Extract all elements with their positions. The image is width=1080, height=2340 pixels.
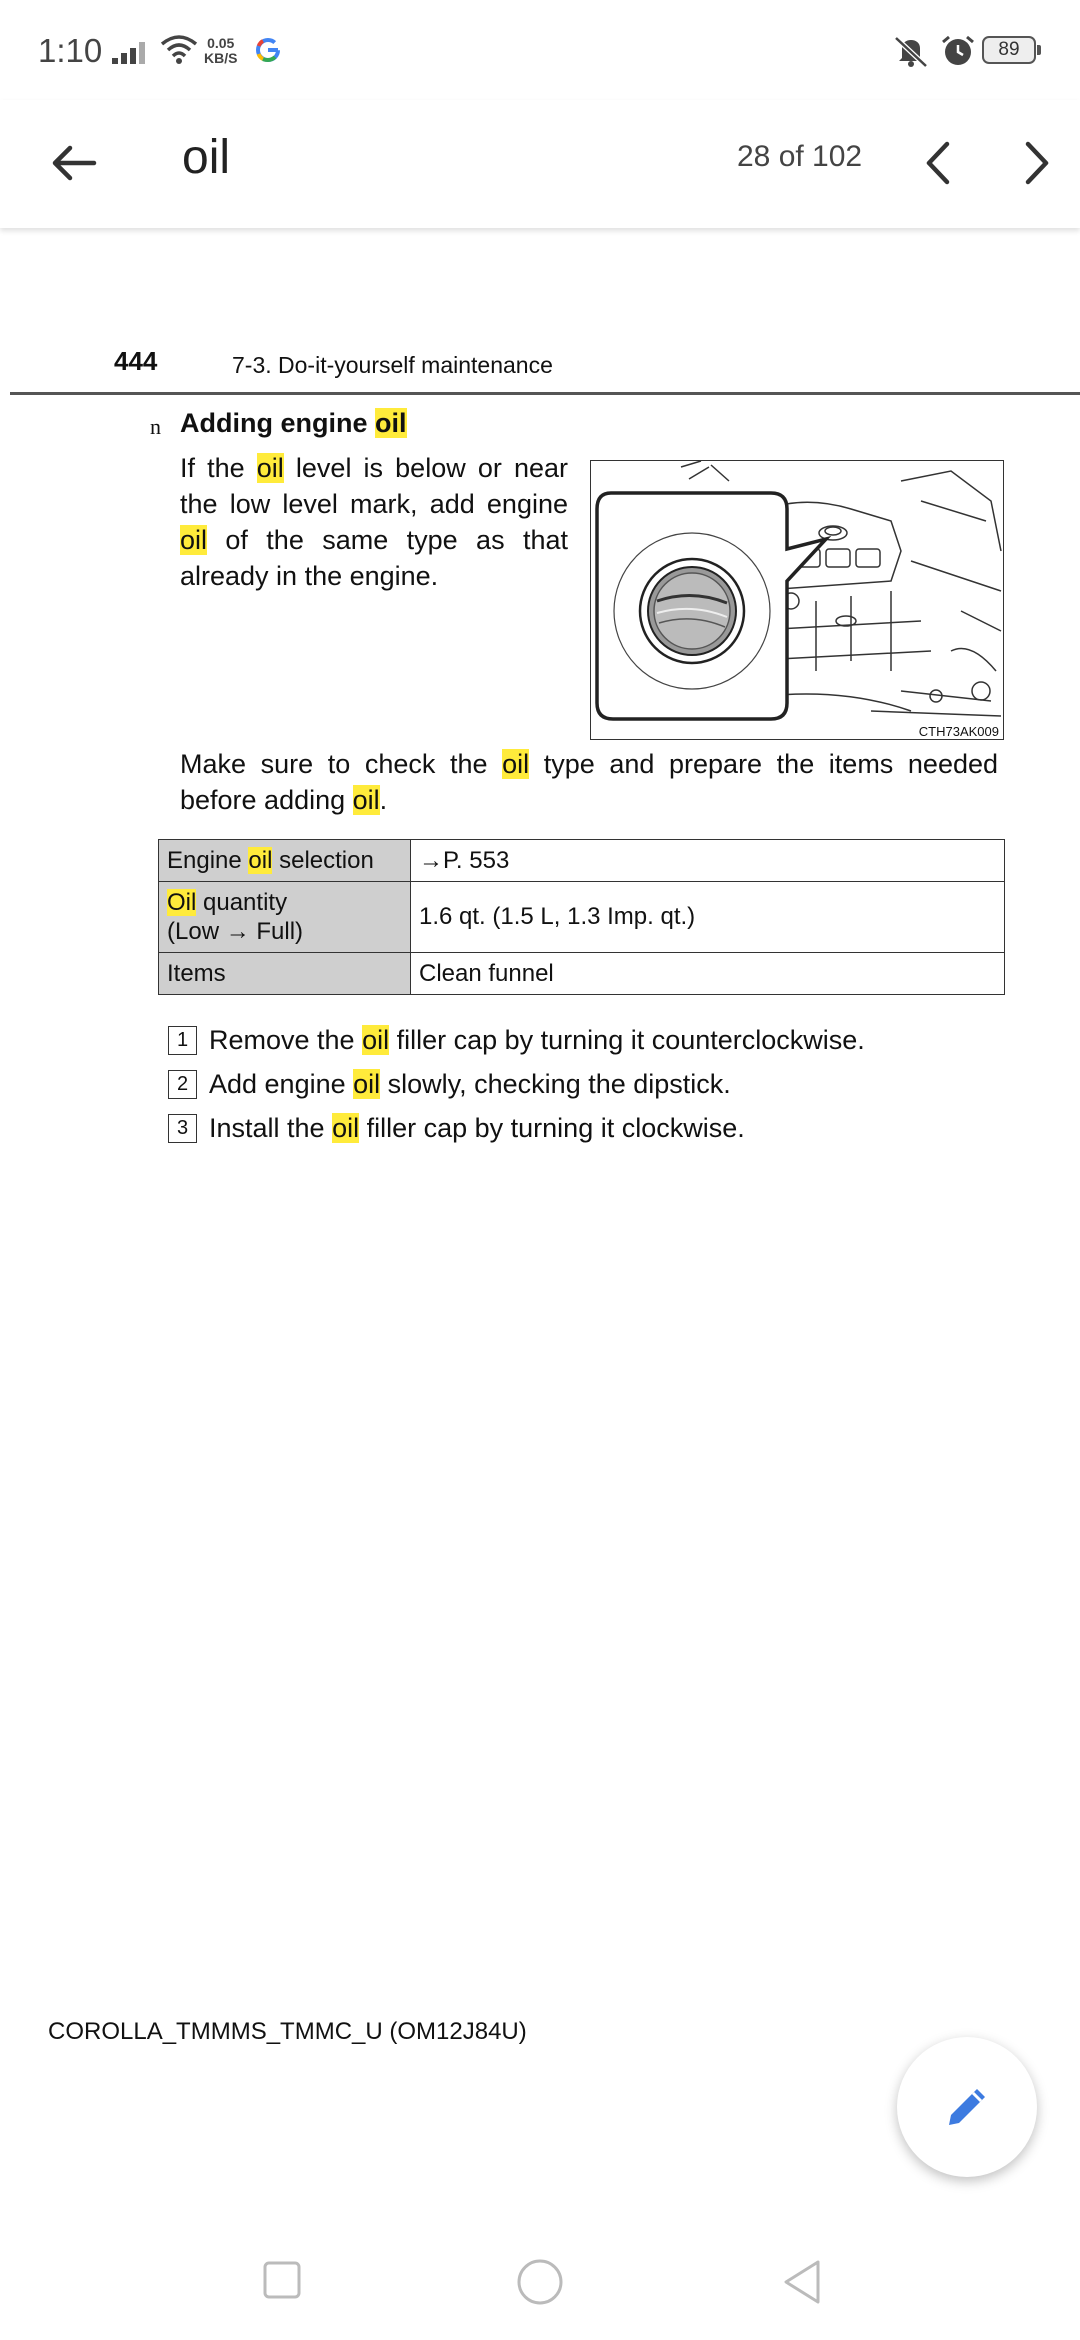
chevron-left-icon bbox=[905, 128, 975, 198]
table-value: Clean funnel bbox=[411, 953, 1005, 995]
previous-result-button[interactable] bbox=[905, 128, 975, 198]
search-highlight: oil bbox=[353, 1068, 381, 1099]
step-text: Install the oil filler cap by turning it clockwise. bbox=[209, 1112, 745, 1143]
pencil-icon bbox=[939, 2079, 995, 2135]
wifi-icon bbox=[160, 34, 198, 71]
next-result-button[interactable] bbox=[1000, 128, 1070, 198]
table-value: 1.6 qt. (1.5 L, 1.3 Imp. qt.) bbox=[411, 882, 1005, 953]
net-speed bbox=[204, 36, 237, 66]
step-number: 2 bbox=[168, 1070, 197, 1099]
status-bar bbox=[0, 0, 1080, 100]
step-number: 3 bbox=[168, 1114, 197, 1143]
edit-fab-button[interactable] bbox=[897, 2037, 1037, 2177]
system-nav-bar bbox=[0, 2220, 1080, 2340]
table-row bbox=[159, 953, 1005, 995]
document-page[interactable] bbox=[0, 228, 1080, 2158]
search-highlight: oil bbox=[502, 749, 530, 779]
steps-list bbox=[168, 1018, 865, 1150]
step-text: Add engine oil slowly, checking the dipstick. bbox=[209, 1068, 731, 1099]
intro-paragraph: If the oil level is below or near the low level mark, add engine oil of the same type as that already in the engine. bbox=[180, 453, 568, 591]
home-circle-icon[interactable] bbox=[516, 2258, 564, 2311]
heading-bullet: n bbox=[150, 414, 161, 439]
signal-icon bbox=[112, 40, 150, 71]
step-number: 1 bbox=[168, 1026, 197, 1055]
search-highlight: oil bbox=[362, 1024, 390, 1055]
search-highlight: oil bbox=[248, 847, 273, 874]
document-footer-code: COROLLA_TMMMS_TMMC_U (OM12J84U) bbox=[48, 2018, 527, 2045]
table-row bbox=[159, 882, 1005, 953]
figure-code: CTH73AK009 bbox=[918, 724, 999, 739]
back-arrow-icon bbox=[40, 128, 110, 198]
search-app-bar bbox=[0, 100, 1080, 228]
list-item bbox=[168, 1018, 865, 1062]
check-paragraph: Make sure to check the oil type and prepare the items needed before adding oil. bbox=[180, 749, 999, 815]
search-query[interactable]: oil bbox=[182, 131, 231, 184]
heading-text: Adding engine bbox=[180, 408, 375, 438]
google-icon bbox=[254, 36, 282, 69]
result-count: 28 of 102 bbox=[737, 140, 863, 173]
search-highlight: oil bbox=[332, 1112, 360, 1143]
alarm-icon bbox=[940, 34, 976, 73]
search-highlight: oil bbox=[375, 408, 407, 438]
step-text: Remove the oil filler cap by turning it counterclockwise. bbox=[209, 1024, 865, 1055]
search-highlight: Oil bbox=[167, 889, 197, 916]
table-value: →P. 553 bbox=[411, 840, 1005, 882]
mute-icon bbox=[892, 34, 930, 73]
status-time: 1:10 bbox=[38, 32, 103, 69]
table-key: Items bbox=[159, 953, 411, 995]
table-row bbox=[159, 840, 1005, 882]
list-item bbox=[168, 1106, 865, 1150]
header-rule bbox=[10, 392, 1080, 395]
net-speed-unit: KB/S bbox=[204, 50, 238, 66]
list-item bbox=[168, 1062, 865, 1106]
battery-icon: 89 bbox=[982, 36, 1036, 64]
back-button[interactable] bbox=[40, 128, 110, 198]
section-heading bbox=[180, 408, 407, 439]
recents-square-icon[interactable] bbox=[262, 2260, 302, 2305]
net-speed-value: 0.05 bbox=[207, 35, 235, 51]
back-triangle-icon[interactable] bbox=[780, 2258, 824, 2311]
section-title: 7-3. Do-it-yourself maintenance bbox=[232, 352, 553, 378]
table-key: Engine oil selection bbox=[159, 840, 411, 882]
chevron-right-icon bbox=[1000, 128, 1070, 198]
engine-bay-drawing bbox=[591, 461, 1004, 740]
search-highlight: oil bbox=[256, 453, 284, 483]
search-highlight: oil bbox=[352, 785, 380, 815]
table-key: Oil quantity (Low → Full) bbox=[159, 882, 411, 953]
page-number: 444 bbox=[114, 346, 158, 376]
search-highlight: oil bbox=[180, 525, 208, 555]
engine-oil-cap-illustration bbox=[590, 460, 1004, 740]
oil-spec-table bbox=[158, 839, 1005, 995]
